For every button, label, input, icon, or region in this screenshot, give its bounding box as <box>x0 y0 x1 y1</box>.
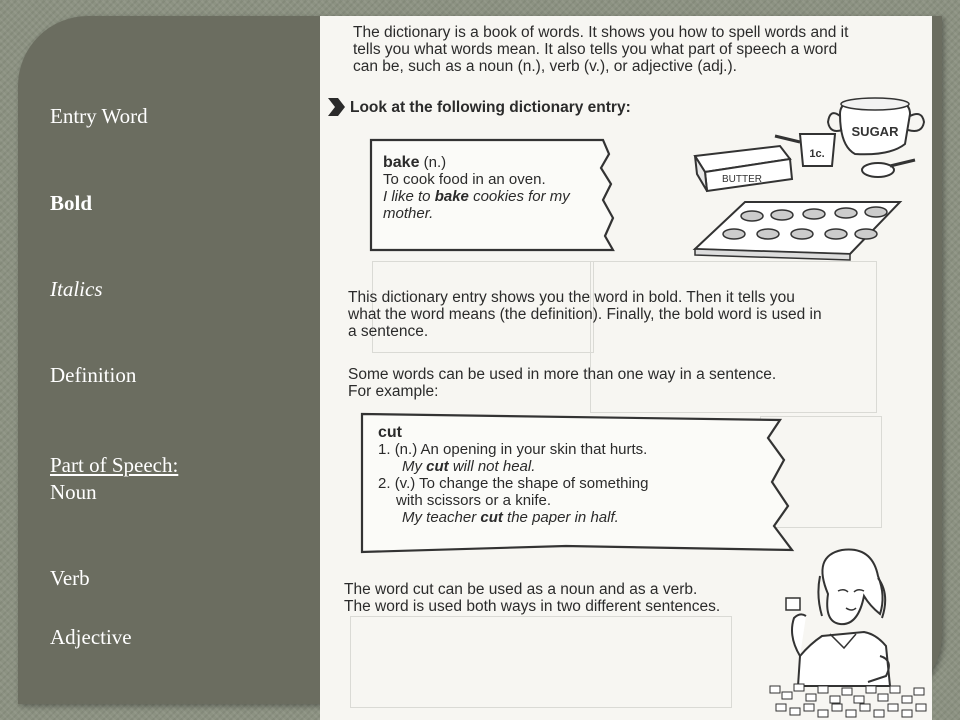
cut-sense1-example-start: My <box>402 458 422 475</box>
closing-line: The word is used both ways in two different sentences. <box>344 598 721 615</box>
sugar-label: SUGAR <box>851 124 899 139</box>
cut-sense1-example-word: cut <box>426 458 449 475</box>
term-italics: Italics <box>50 277 103 301</box>
girl-cutting-paper-illustration <box>760 536 932 720</box>
term-bold: Bold <box>50 191 93 215</box>
baking-illustration <box>690 94 930 279</box>
cut-sense2-number: 2. <box>378 475 391 492</box>
term-adjective: Adjective <box>50 625 132 649</box>
bake-pos: (n.) <box>423 154 447 171</box>
intro-line: can be, such as a noun (n.), verb (v.), or adjective (adj.). <box>353 58 737 75</box>
bake-entry <box>383 154 570 222</box>
closing-paragraph <box>344 581 720 615</box>
bake-example-end: cookies for my <box>473 188 570 205</box>
explanation-line: what the word means (the definition). Finally, the bold word is used in <box>348 306 822 323</box>
cut-headword: cut <box>378 424 402 441</box>
intro-line: The dictionary is a book of words. It shows you how to spell words and it <box>353 24 849 41</box>
explanation-paragraph <box>348 289 822 340</box>
intro-line: tells you what words mean. It also tells you what part of speech a word <box>353 41 838 58</box>
cut-sense1-example-end: will not heal. <box>452 458 536 475</box>
more-line: Some words can be used in more than one way in a sentence. <box>348 366 777 383</box>
butter-label: BUTTER <box>722 174 762 185</box>
bake-example-line2: mother. <box>383 205 434 222</box>
dictionary-worksheet-scan <box>320 16 932 720</box>
bake-headword: bake <box>383 154 420 171</box>
cut-entry <box>378 424 648 526</box>
term-part-of-speech: Part of Speech: <box>50 453 179 477</box>
cut-sense1-definition: An opening in your skin that hurts. <box>420 441 648 458</box>
explanation-line: a sentence. <box>348 323 429 340</box>
intro-paragraph <box>353 24 848 75</box>
bake-example-word: bake <box>434 188 469 205</box>
cut-sense1-number: 1. <box>378 441 391 458</box>
pointer-arrow-icon <box>326 96 346 118</box>
cut-sense1-pos: (n.) <box>394 441 418 458</box>
bake-example-start: I like to <box>383 188 431 205</box>
term-noun: Noun <box>50 480 97 504</box>
term-verb: Verb <box>50 566 90 590</box>
term-definition: Definition <box>50 363 137 387</box>
cut-sense2-definition: To change the shape of something <box>419 475 649 492</box>
cut-sense2-example-end: the paper in half. <box>507 509 619 526</box>
term-entry-word: Entry Word <box>50 104 148 128</box>
cut-sense2-definition-cont: with scissors or a knife. <box>396 492 552 509</box>
closing-line: The word cut can be used as a noun and as a verb. <box>344 581 698 598</box>
cut-sense2-example-start: My teacher <box>402 509 477 526</box>
bake-definition: To cook food in an oven. <box>383 171 546 188</box>
more-line: For example: <box>348 383 439 400</box>
instruction-heading: Look at the following dictionary entry: <box>350 99 631 116</box>
explanation-line: This dictionary entry shows you the word in bold. Then it tells you <box>348 289 795 306</box>
cut-sense2-example-word: cut <box>480 509 503 526</box>
more-paragraph <box>348 366 776 400</box>
cup-label: 1c. <box>809 148 825 160</box>
faded-background-box <box>350 616 732 708</box>
cut-sense2-pos: (v.) <box>394 475 416 492</box>
